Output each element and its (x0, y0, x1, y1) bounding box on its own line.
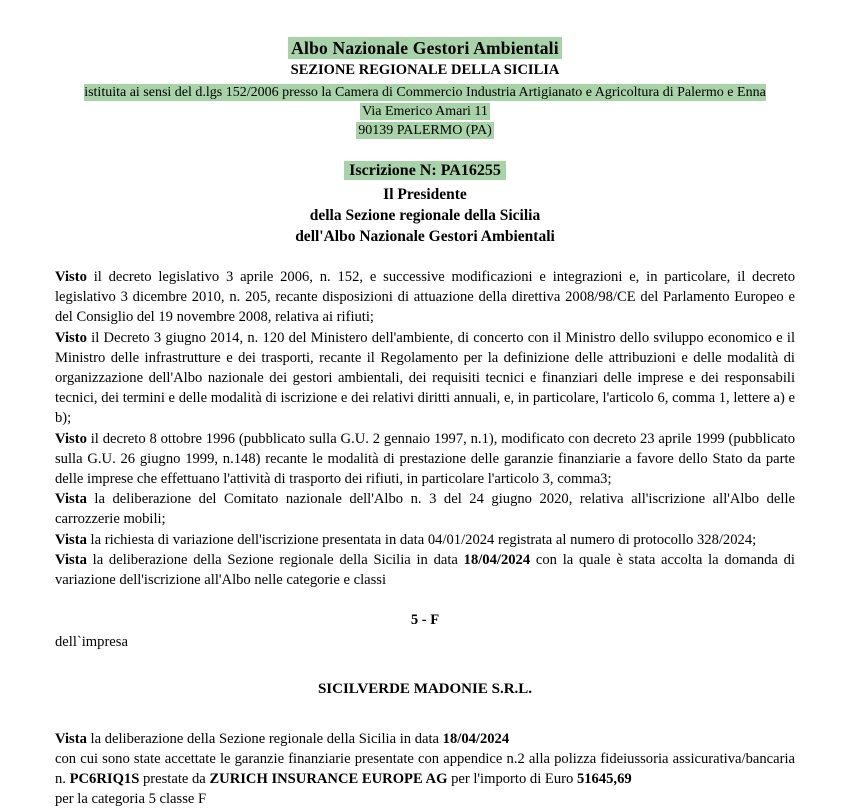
document-subtitle: SEZIONE REGIONALE DELLA SICILIA (290, 62, 560, 78)
registration-number (0, 160, 850, 182)
document-title (0, 38, 850, 58)
company-name: SICILVERDE MADONIE S.R.L. (317, 680, 533, 697)
paragraph-visto-3-lead: Visto (55, 430, 87, 447)
address-street-text: Via Emerico Amari 11 (362, 104, 488, 119)
guarantee-amount: 51645,69 (576, 771, 632, 788)
president-line-1: Il Presidente (383, 186, 467, 203)
document-body (0, 267, 850, 809)
guarantee-category-line: per la categoria 5 classe F (55, 791, 207, 808)
guarantee-text-d: per l'importo di Euro (447, 771, 577, 788)
establishment-note (0, 83, 850, 102)
president-line-3: dell'Albo Nazionale Gestori Ambientali (295, 228, 555, 245)
paragraph-vista-4-text: la deliberazione del Comitato nazionale dell'Albo n. 3 del 24 giugno 2020, relativa all'iscrizione all'Albo delle carrozzerie mobili; (55, 491, 795, 528)
paragraph-visto-1 (55, 267, 795, 328)
paragraph-visto-1-lead: Visto (55, 269, 87, 285)
paragraph-visto-3-text: il decreto 8 ottobre 1996 (pubblicato sulla G.U. 2 gennaio 1997, n.1), modificato con decreto 23 aprile 1999 (pubblicato sulla G.U. 26 giugno 1999, n.148) recante le modalità di prestazione delle garanzie finanziarie a favore dello Stato da parte delle imprese che effettuano l'attività di trasporto dei rifiuti, in particolare l'articolo 3, comma3; (55, 430, 795, 488)
paragraph-vista-6-date: 18/04/2024 (463, 551, 531, 568)
paragraph-vista-5-lead: Vista (55, 531, 87, 548)
paragraph-visto-2-text: il Decreto 3 giugno 2014, n. 120 del Ministero dell'ambiente, di concerto con il Ministro dello sviluppo economico e il Ministro delle infrastrutture e dei trasporti, recante il Regolamento per la definizione delle attribuzioni e delle modalità di organizzazione dell'Albo nazionale dei gestori ambientali, dei requisiti tecnici e finanziari delle imprese e dei responsabili tecnici, dei termini e delle modalità di iscrizione e dei relativi diritti annuali, e, in particolare, l'articolo 6, comma 1, lettere a) e b); (55, 329, 795, 427)
paragraph-visto-2 (55, 328, 795, 429)
paragraph-visto-1-text: il decreto legislativo 3 aprile 2006, n. 152, e successive modificazioni e integrazioni e, in particolare, il decreto legislativo 3 dicembre 2010, n. 205, recante disposizioni di attuazione della direttiva 2008/98/CE del Parlamento Europeo e del Consiglio del 19 novembre 2008, relativa ai rifiuti; (55, 269, 795, 326)
paragraph-vista-5 (55, 530, 795, 550)
paragraph-vista-6-lead: Vista (55, 551, 87, 568)
guarantee-text-a: la deliberazione della Sezione regionale della Sicilia in data (86, 730, 443, 747)
president-line-2: della Sezione regionale della Sicilia (309, 207, 541, 224)
guarantee-details (55, 749, 795, 789)
paragraph-vista-5-text: la richiesta di variazione dell'iscrizione presentata in data 04/01/2024 registrata al numero di protocollo 328/2024; (86, 531, 757, 548)
paragraph-visto-2-lead: Visto (55, 329, 87, 346)
establishment-note-text: istituita ai sensi del d.lgs 152/2006 presso la Camera di Commercio Industria Artigianato e Agricoltura di Palermo e Enna (84, 85, 766, 100)
paragraph-vista-6-text-b: con la quale è stata accolta la domanda di variazione dell'iscrizione all'Albo nelle categorie e classi (55, 551, 795, 589)
paragraph-visto-3 (55, 429, 795, 490)
guarantee-date: 18/04/2024 (442, 730, 510, 747)
address-city-text: 90139 PALERMO (PA) (358, 123, 492, 138)
paragraph-vista-6-text-a: la deliberazione della Sezione regionale della Sicilia in data (86, 551, 464, 568)
document-header (0, 0, 850, 140)
paragraph-vista-6 (55, 550, 795, 590)
guarantee-lead: Vista (55, 730, 87, 747)
guarantee-policy-number: PC6RIQ1S (69, 771, 140, 788)
paragraph-vista-4 (55, 489, 795, 529)
guarantee-insurer: ZURICH INSURANCE EUROPE AG (209, 771, 448, 788)
category-class-value: 5 - F (410, 612, 440, 629)
guarantee-text-b: con cui sono state accettate le garanzie finanziarie presentate con appendice n.2 alla polizza fideiussoria assicurativa/bancaria n. (55, 750, 795, 788)
guarantee-text-c: prestate da (139, 771, 210, 788)
document-title-text: Albo Nazionale Gestori Ambientali (288, 37, 562, 59)
guarantee-paragraph (55, 729, 795, 749)
registration-number-text: Iscrizione N: PA16255 (344, 161, 506, 180)
address-street (0, 102, 850, 121)
address-city (0, 121, 850, 140)
paragraph-vista-4-lead: Vista (55, 491, 87, 508)
company-label: dell`impresa (55, 634, 128, 651)
